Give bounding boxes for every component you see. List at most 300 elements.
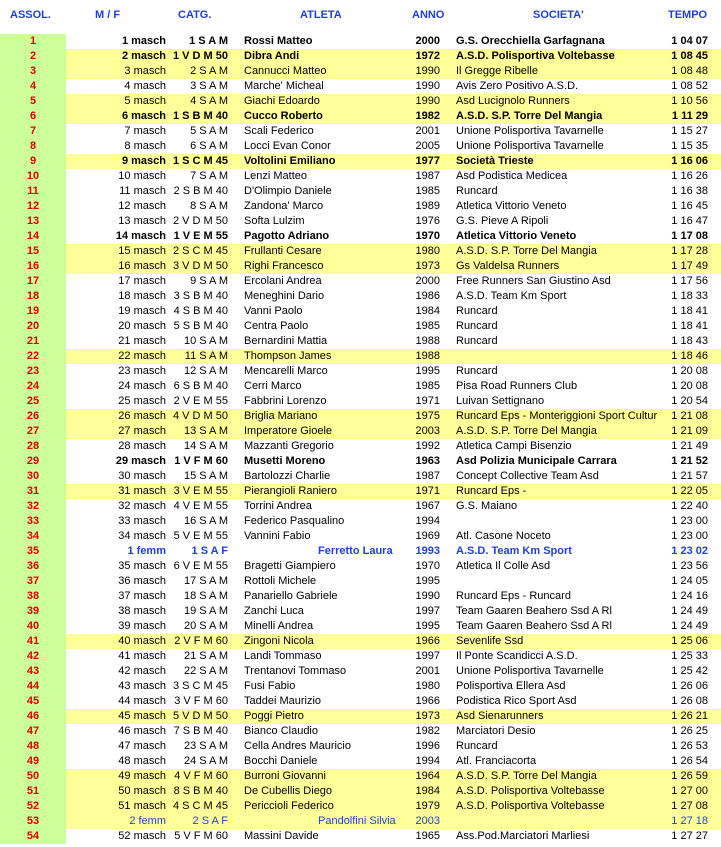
table-row — [0, 334, 721, 349]
cell-societa: Pisa Road Runners Club — [456, 380, 578, 392]
cell-atleta: Pagotto Adriano — [244, 230, 330, 242]
cell-assol: 33 — [0, 514, 66, 529]
cell-mf: 15 masch — [118, 245, 166, 257]
cell-tempo: 1 27 18 — [671, 815, 708, 827]
cell-anno: 1966 — [415, 695, 440, 707]
cell-mf: 27 masch — [118, 425, 166, 437]
cell-atleta: Fabbrini Lorenzo — [244, 395, 327, 407]
table-row — [0, 694, 721, 709]
cell-atleta: Cannucci Matteo — [244, 65, 327, 77]
cell-anno: 1977 — [415, 155, 440, 167]
cell-atleta: Ercolani Andrea — [244, 275, 322, 287]
cell-anno: 1992 — [415, 440, 440, 452]
cell-catg: 2 V D M 50 — [172, 215, 228, 227]
cell-mf: 31 masch — [118, 485, 166, 497]
cell-mf: 43 masch — [118, 680, 166, 692]
cell-societa: A.S.D. Polisportiva Voltebasse — [456, 785, 605, 797]
cell-catg: 1 S A M — [189, 35, 228, 47]
cell-catg: 15 S A M — [183, 470, 228, 482]
cell-atleta: Federico Pasqualino — [244, 515, 345, 527]
cell-assol: 43 — [0, 664, 66, 679]
cell-catg: 5 V D M 50 — [172, 710, 228, 722]
cell-atleta: Voltolini Emiliano — [244, 155, 336, 167]
cell-societa: Atl. Casone Noceto — [456, 530, 551, 542]
cell-societa: Asd Podistica Medicea — [456, 170, 568, 182]
cell-catg: 11 S A M — [184, 350, 228, 362]
cell-mf: 39 masch — [118, 620, 166, 632]
cell-catg: 16 S A M — [183, 515, 228, 527]
table-row — [0, 454, 721, 469]
cell-tempo: 1 20 54 — [671, 395, 708, 407]
cell-tempo: 1 18 33 — [671, 290, 708, 302]
cell-societa: Il Gregge Ribelle — [456, 65, 538, 77]
cell-assol: 21 — [0, 334, 66, 349]
cell-societa: Concept Collective Team Asd — [456, 470, 599, 482]
cell-catg: 6 S A M — [190, 140, 228, 152]
cell-catg: 2 V F M 60 — [174, 635, 228, 647]
cell-assol: 13 — [0, 214, 66, 229]
cell-atleta: Pandolfini Silvia — [318, 815, 396, 827]
cell-anno: 1969 — [415, 530, 440, 542]
table-row — [0, 304, 721, 319]
cell-tempo: 1 08 52 — [671, 80, 708, 92]
table-row — [0, 319, 721, 334]
cell-mf: 47 masch — [118, 740, 166, 752]
cell-tempo: 1 08 48 — [671, 65, 708, 77]
cell-assol: 10 — [0, 169, 66, 184]
table-row — [0, 679, 721, 694]
table-row — [0, 139, 721, 154]
cell-assol: 7 — [0, 124, 66, 139]
cell-mf: 35 masch — [118, 560, 166, 572]
table-row — [0, 394, 721, 409]
table-row — [0, 784, 721, 799]
cell-catg: 8 S A M — [190, 200, 228, 212]
cell-mf: 48 masch — [118, 755, 166, 767]
cell-anno: 1997 — [415, 605, 440, 617]
cell-tempo: 1 26 06 — [671, 680, 708, 692]
cell-anno: 1990 — [415, 95, 440, 107]
cell-catg: 3 V D M 50 — [172, 260, 228, 272]
cell-tempo: 1 16 47 — [671, 215, 708, 227]
cell-atleta: Dibra Andi — [244, 50, 300, 62]
cell-tempo: 1 22 40 — [671, 500, 708, 512]
cell-mf: 51 masch — [118, 800, 166, 812]
cell-anno: 2003 — [415, 815, 440, 827]
cell-anno: 1963 — [415, 455, 440, 467]
cell-assol: 14 — [0, 229, 66, 244]
cell-anno: 2000 — [415, 35, 440, 47]
cell-tempo: 1 26 25 — [671, 725, 708, 737]
cell-tempo: 1 04 07 — [671, 35, 708, 47]
cell-atleta: Taddei Maurizio — [244, 695, 322, 707]
cell-anno: 1971 — [415, 395, 440, 407]
table-row — [0, 484, 721, 499]
cell-anno: 1995 — [415, 620, 440, 632]
cell-catg: 19 S A M — [183, 605, 228, 617]
cell-atleta: Frullanti Cesare — [244, 245, 322, 257]
cell-assol: 6 — [0, 109, 66, 124]
table-row — [0, 439, 721, 454]
cell-anno: 1975 — [415, 410, 440, 422]
cell-anno: 1987 — [415, 470, 440, 482]
cell-catg: 1 S C M 45 — [172, 155, 228, 167]
cell-societa: Atletica Campi Bisenzio — [456, 440, 572, 452]
cell-catg: 4 V F M 60 — [174, 770, 228, 782]
table-row — [0, 559, 721, 574]
cell-atleta: Ferretto Laura — [318, 545, 393, 557]
cell-atleta: Poggi Pietro — [244, 710, 304, 722]
cell-mf: 33 masch — [118, 515, 166, 527]
cell-assol: 51 — [0, 784, 66, 799]
cell-atleta: Bernardini Mattia — [244, 335, 328, 347]
cell-societa: Società Trieste — [456, 155, 534, 167]
cell-anno: 1996 — [415, 740, 440, 752]
cell-catg: 4 S B M 40 — [173, 305, 228, 317]
cell-anno: 1965 — [415, 830, 440, 842]
cell-atleta: Meneghini Dario — [244, 290, 325, 302]
cell-assol: 49 — [0, 754, 66, 769]
cell-catg: 2 S C M 45 — [172, 245, 228, 257]
cell-societa: Runcard — [456, 740, 498, 752]
cell-tempo: 1 23 00 — [671, 515, 708, 527]
table-row — [0, 364, 721, 379]
cell-societa: A.S.D. Team Km Sport — [456, 545, 572, 557]
cell-societa: A.S.D. S.P. Torre Del Mangia — [456, 425, 597, 437]
cell-mf: 19 masch — [118, 305, 166, 317]
cell-societa: Team Gaaren Beahero Ssd A Rl — [456, 605, 612, 617]
cell-atleta: Scali Federico — [244, 125, 314, 137]
table-row — [0, 79, 721, 94]
cell-catg: 9 S A M — [190, 275, 228, 287]
cell-tempo: 1 16 45 — [671, 200, 708, 212]
cell-atleta: Bragetti Giampiero — [244, 560, 336, 572]
cell-assol: 30 — [0, 469, 66, 484]
cell-anno: 1976 — [415, 215, 440, 227]
cell-atleta: Thompson James — [244, 350, 332, 362]
table-row — [0, 709, 721, 724]
cell-tempo: 1 23 00 — [671, 530, 708, 542]
cell-societa: Atletica Il Colle Asd — [456, 560, 551, 572]
cell-assol: 35 — [0, 544, 66, 559]
cell-tempo: 1 21 09 — [671, 425, 708, 437]
cell-tempo: 1 21 08 — [671, 410, 708, 422]
cell-tempo: 1 21 52 — [671, 455, 708, 467]
cell-anno: 1984 — [415, 785, 440, 797]
cell-catg: 4 S C M 45 — [172, 800, 228, 812]
cell-catg: 2 S B M 40 — [173, 185, 228, 197]
cell-mf: 32 masch — [118, 500, 166, 512]
cell-tempo: 1 08 45 — [671, 50, 708, 62]
cell-catg: 3 S A M — [190, 80, 228, 92]
header-row — [0, 0, 721, 32]
table-row — [0, 409, 721, 424]
cell-tempo: 1 11 29 — [671, 110, 708, 122]
cell-catg: 20 S A M — [183, 620, 228, 632]
cell-atleta: Periccioli Federico — [244, 800, 334, 812]
cell-assol: 3 — [0, 64, 66, 79]
table-row — [0, 229, 721, 244]
cell-anno: 1986 — [415, 290, 440, 302]
table-row — [0, 259, 721, 274]
cell-catg: 24 S A M — [183, 755, 228, 767]
cell-societa: Asd Sienarunners — [456, 710, 544, 722]
cell-assol: 20 — [0, 319, 66, 334]
cell-mf: 29 masch — [115, 455, 166, 467]
cell-assol: 24 — [0, 379, 66, 394]
cell-anno: 1966 — [415, 635, 440, 647]
cell-mf: 44 masch — [118, 695, 166, 707]
cell-atleta: De Cubellis Diego — [244, 785, 333, 797]
cell-atleta: Fusi Fabio — [244, 680, 296, 692]
cell-atleta: Rossi Matteo — [244, 35, 313, 47]
table-row — [0, 379, 721, 394]
cell-societa: Polisportiva Ellera Asd — [456, 680, 566, 692]
cell-tempo: 1 24 16 — [671, 590, 708, 602]
cell-societa: Asd Lucignolo Runners — [456, 95, 570, 107]
cell-societa: A.S.D. Polisportiva Voltebasse — [456, 50, 615, 62]
cell-mf: 21 masch — [118, 335, 166, 347]
cell-atleta: Mencarelli Marco — [244, 365, 328, 377]
cell-societa: Runcard Eps - Monteriggioni Sport Cultur — [456, 410, 658, 422]
cell-catg: 1 V F M 60 — [174, 455, 228, 467]
cell-catg: 4 V D M 50 — [172, 410, 228, 422]
cell-societa: Atl. Franciacorta — [456, 755, 537, 767]
cell-catg: 23 S A M — [183, 740, 228, 752]
cell-assol: 50 — [0, 769, 66, 784]
cell-catg: 4 V E M 55 — [173, 500, 228, 512]
cell-catg: 2 S A M — [190, 65, 228, 77]
cell-atleta: Cerri Marco — [244, 380, 302, 392]
table-row — [0, 244, 721, 259]
table-row — [0, 34, 721, 49]
cell-assol: 8 — [0, 139, 66, 154]
cell-tempo: 1 16 38 — [671, 185, 708, 197]
cell-tempo: 1 27 08 — [671, 800, 708, 812]
cell-anno: 1988 — [415, 335, 440, 347]
cell-anno: 1985 — [415, 320, 440, 332]
table-row — [0, 214, 721, 229]
table-row — [0, 619, 721, 634]
cell-anno: 1984 — [415, 305, 440, 317]
cell-mf: 42 masch — [118, 665, 166, 677]
cell-mf: 40 masch — [118, 635, 166, 647]
table-row — [0, 289, 721, 304]
cell-atleta: Zingoni Nicola — [244, 635, 314, 647]
cell-anno: 1973 — [415, 710, 440, 722]
cell-assol: 44 — [0, 679, 66, 694]
cell-assol: 48 — [0, 739, 66, 754]
cell-societa: Runcard Eps - — [456, 485, 527, 497]
cell-mf: 17 masch — [118, 275, 166, 287]
table-row — [0, 574, 721, 589]
cell-tempo: 1 24 49 — [671, 605, 708, 617]
cell-societa: G.S. Orecchiella Garfagnana — [456, 35, 605, 47]
cell-anno: 2005 — [415, 140, 440, 152]
cell-anno: 1994 — [415, 515, 440, 527]
cell-societa: Gs Valdelsa Runners — [456, 260, 560, 272]
cell-assol: 18 — [0, 289, 66, 304]
table-row — [0, 154, 721, 169]
cell-mf: 8 masch — [124, 140, 166, 152]
cell-tempo: 1 25 06 — [671, 635, 708, 647]
cell-mf: 50 masch — [118, 785, 166, 797]
cell-tempo: 1 21 57 — [671, 470, 708, 482]
cell-atleta: Vannini Fabio — [244, 530, 311, 542]
cell-catg: 3 S B M 40 — [173, 290, 228, 302]
cell-tempo: 1 26 53 — [671, 740, 708, 752]
cell-atleta: Giachi Edoardo — [244, 95, 320, 107]
cell-catg: 3 V F M 60 — [174, 695, 228, 707]
cell-mf: 7 masch — [124, 125, 166, 137]
cell-atleta: Musetti Moreno — [244, 455, 326, 467]
cell-assol: 41 — [0, 634, 66, 649]
cell-tempo: 1 27 27 — [671, 830, 708, 842]
cell-anno: 1982 — [415, 725, 440, 737]
cell-assol: 11 — [0, 184, 66, 199]
cell-mf: 26 masch — [118, 410, 166, 422]
cell-catg: 13 S A M — [183, 425, 228, 437]
cell-assol: 16 — [0, 259, 66, 274]
cell-atleta: Trentanovi Tommaso — [244, 665, 347, 677]
cell-anno: 1970 — [415, 560, 440, 572]
cell-mf: 14 masch — [115, 230, 166, 242]
cell-anno: 2000 — [415, 275, 440, 287]
cell-anno: 2003 — [415, 425, 440, 437]
cell-anno: 1995 — [415, 365, 440, 377]
cell-mf: 6 masch — [121, 110, 166, 122]
cell-anno: 1995 — [415, 575, 440, 587]
table-row — [0, 544, 721, 559]
cell-catg: 4 S A M — [190, 95, 228, 107]
cell-catg: 7 S A M — [190, 170, 228, 182]
cell-anno: 1990 — [415, 590, 440, 602]
cell-atleta: Panariello Gabriele — [244, 590, 338, 602]
cell-atleta: Softa Lulzim — [244, 215, 305, 227]
cell-atleta: Landi Tommaso — [244, 650, 322, 662]
cell-atleta: Zanchi Luca — [244, 605, 304, 617]
table-row — [0, 829, 721, 844]
cell-societa: Runcard Eps - Runcard — [456, 590, 571, 602]
cell-mf: 11 masch — [119, 185, 166, 197]
cell-mf: 5 masch — [124, 95, 166, 107]
cell-atleta: D'Olimpio Daniele — [244, 185, 332, 197]
cell-mf: 2 masch — [121, 50, 166, 62]
cell-catg: 17 S A M — [183, 575, 228, 587]
cell-assol: 38 — [0, 589, 66, 604]
cell-assol: 15 — [0, 244, 66, 259]
cell-assol: 46 — [0, 709, 66, 724]
cell-assol: 25 — [0, 394, 66, 409]
table-row — [0, 499, 721, 514]
header-societa: SOCIETA' — [533, 9, 584, 21]
cell-atleta: Torrini Andrea — [244, 500, 312, 512]
cell-tempo: 1 27 00 — [671, 785, 708, 797]
cell-assol: 39 — [0, 604, 66, 619]
cell-catg: 5 V E M 55 — [173, 530, 228, 542]
table-row — [0, 49, 721, 64]
cell-catg: 5 S A M — [190, 125, 228, 137]
cell-assol: 27 — [0, 424, 66, 439]
cell-mf: 49 masch — [118, 770, 166, 782]
cell-societa: Avis Zero Positivo A.S.D. — [456, 80, 579, 92]
cell-societa: Runcard — [456, 320, 498, 332]
cell-tempo: 1 17 28 — [671, 245, 708, 257]
cell-assol: 2 — [0, 49, 66, 64]
cell-catg: 5 S B M 40 — [173, 320, 228, 332]
table-row — [0, 349, 721, 364]
cell-societa: G.S. Maiano — [456, 500, 518, 512]
cell-atleta: Imperatore Gioele — [244, 425, 333, 437]
cell-tempo: 1 16 06 — [671, 155, 708, 167]
table-row — [0, 724, 721, 739]
cell-anno: 1982 — [415, 110, 440, 122]
cell-societa: Luivan Settignano — [456, 395, 545, 407]
cell-catg: 22 S A M — [183, 665, 228, 677]
cell-catg: 6 S B M 40 — [173, 380, 228, 392]
cell-societa: A.S.D. Polisportiva Voltebasse — [456, 800, 605, 812]
cell-anno: 1997 — [415, 650, 440, 662]
cell-assol: 17 — [0, 274, 66, 289]
cell-mf: 28 masch — [118, 440, 166, 452]
cell-mf: 9 masch — [121, 155, 166, 167]
cell-atleta: Rottoli Michele — [244, 575, 317, 587]
cell-anno: 1973 — [415, 260, 440, 272]
cell-anno: 1988 — [415, 350, 440, 362]
cell-assol: 52 — [0, 799, 66, 814]
cell-societa: A.S.D. S.P. Torre Del Mangia — [456, 770, 597, 782]
cell-tempo: 1 17 08 — [671, 230, 708, 242]
cell-tempo: 1 21 49 — [671, 440, 708, 452]
cell-societa: Runcard — [456, 185, 498, 197]
header-assol: ASSOL. — [10, 9, 51, 21]
cell-mf: 20 masch — [118, 320, 166, 332]
cell-anno: 1972 — [415, 50, 440, 62]
cell-tempo: 1 18 41 — [671, 305, 708, 317]
cell-mf: 10 masch — [118, 170, 166, 182]
cell-assol: 28 — [0, 439, 66, 454]
cell-societa: Team Gaaren Beahero Ssd A Rl — [456, 620, 612, 632]
table-row — [0, 184, 721, 199]
cell-assol: 4 — [0, 79, 66, 94]
cell-atleta: Marche' Micheal — [244, 80, 324, 92]
cell-tempo: 1 17 56 — [671, 275, 708, 287]
cell-societa: Podistica Rico Sport Asd — [456, 695, 577, 707]
cell-mf: 13 masch — [118, 215, 166, 227]
cell-atleta: Locci Evan Conor — [244, 140, 331, 152]
cell-assol: 54 — [0, 829, 66, 844]
cell-societa: Free Runners San Giustino Asd — [456, 275, 611, 287]
cell-catg: 10 S A M — [183, 335, 228, 347]
cell-mf: 1 femm — [127, 545, 166, 557]
cell-societa: Atletica Vittorio Veneto — [456, 200, 567, 212]
table-row — [0, 814, 721, 829]
cell-mf: 4 masch — [124, 80, 166, 92]
cell-tempo: 1 17 49 — [671, 260, 708, 272]
cell-atleta: Burroni Giovanni — [244, 770, 326, 782]
table-row — [0, 739, 721, 754]
cell-atleta: Zandona' Marco — [244, 200, 324, 212]
cell-societa: Unione Polisportiva Tavarnelle — [456, 140, 604, 152]
cell-assol: 19 — [0, 304, 66, 319]
cell-societa: Unione Polisportiva Tavarnelle — [456, 125, 604, 137]
cell-anno: 1990 — [415, 80, 440, 92]
cell-mf: 23 masch — [118, 365, 166, 377]
cell-societa: A.S.D. Team Km Sport — [456, 290, 567, 302]
cell-mf: 2 femm — [129, 815, 166, 827]
cell-tempo: 1 24 05 — [671, 575, 708, 587]
cell-mf: 18 masch — [118, 290, 166, 302]
